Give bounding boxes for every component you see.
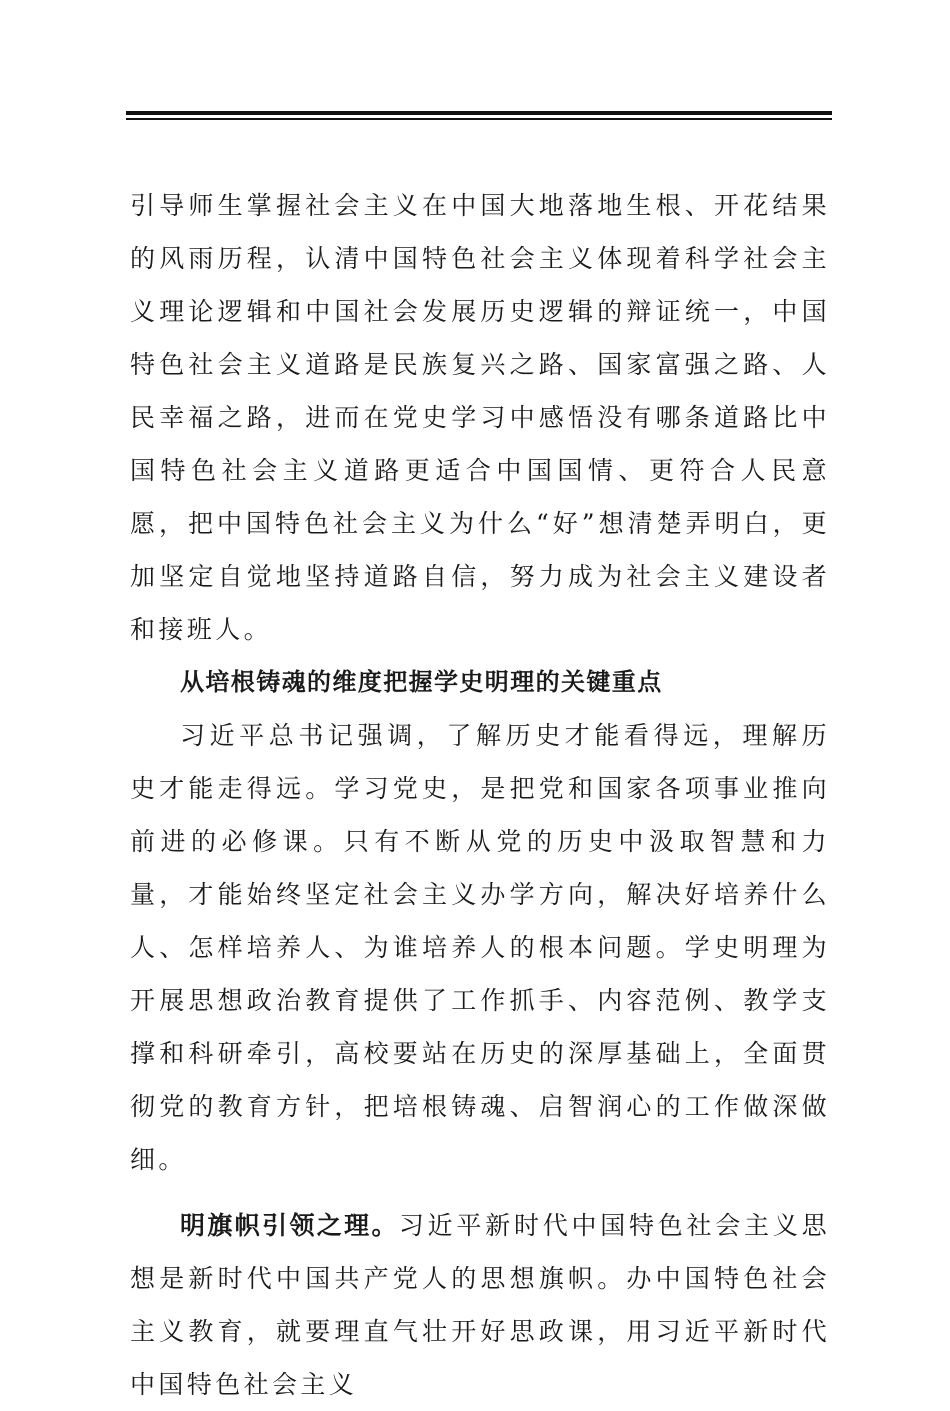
paragraph-text: 习近平新时代中国特色社会主义思想是新时代中国共产党人的思想旗帜。办中国特色社会主义教育，就要理直气壮开好思政课，用习近平新时代中国特色社会主义: [130, 1211, 830, 1399]
paragraph-lead-bold: 明旗帜引领之理。: [180, 1211, 399, 1240]
paragraph-spacer: [130, 1186, 830, 1199]
header-rule-thin: [126, 118, 832, 120]
paragraph: 习近平总书记强调，了解历史才能看得远，理解历史才能走得远。学习党史，是把党和国家各项事业推向前进的必修课。只有不断从党的历史中汲取智慧和力量，才能始终坚定社会主义办学方向，解决好培养什么人、怎样培养人、为谁培养人的根本问题。学史明理为开展思想政治教育提供了工作抓手、内容范例、教学支撑和科研牵引，高校要站在历史的深厚基础上，全面贯彻党的教育方针，把培根铸魂、启智润心的工作做深做细。: [130, 721, 830, 1174]
paragraph-with-lead: [130, 1199, 830, 1411]
section-heading: 从培根铸魂的维度把握学史明理的关键重点: [180, 668, 663, 696]
header-rule-thick: [126, 111, 832, 115]
paragraph-continued: 引导师生掌握社会主义在中国大地落地生根、开花结果的风雨历程，认清中国特色社会主义体现着科学社会主义理论逻辑和中国社会发展历史逻辑的辩证统一，中国特色社会主义道路是民族复兴之路、国家富强之路、人民幸福之路，进而在党史学习中感悟没有哪条道路比中国特色社会主义道路更适合中国国情、更符合人民意愿，把中国特色社会主义为什么“好”想清楚弄明白，更加坚定自觉地坚持道路自信，努力成为社会主义建设者和接班人。: [130, 191, 830, 644]
document-body: [130, 179, 830, 1411]
